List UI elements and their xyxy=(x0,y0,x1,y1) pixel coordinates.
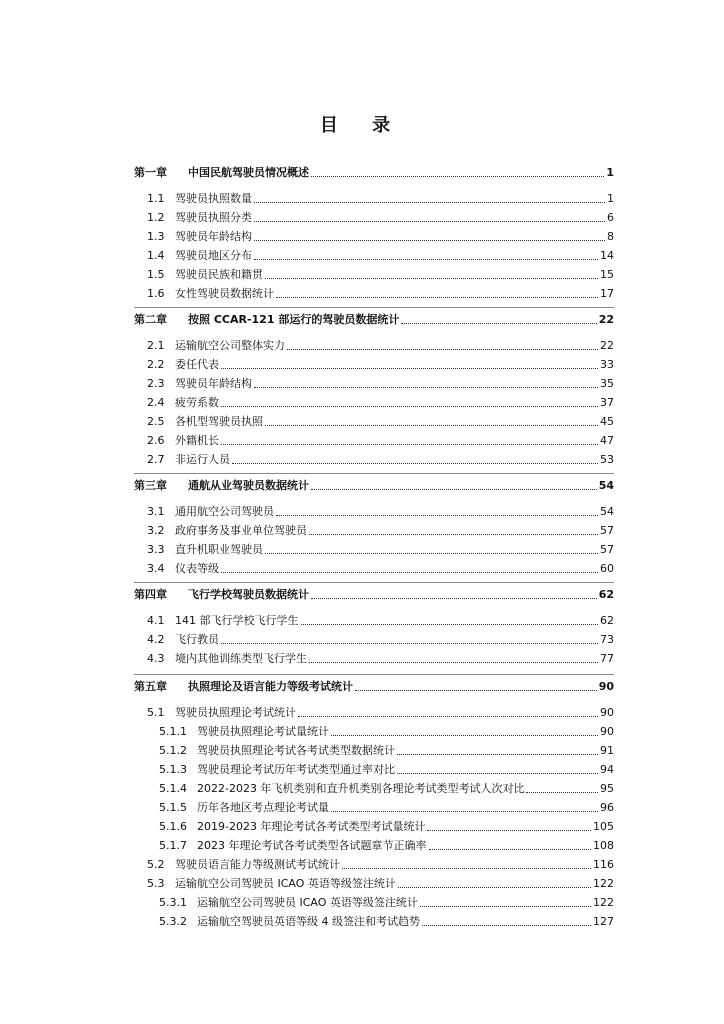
toc-page-number: 91 xyxy=(600,744,614,757)
toc-entry-number: 1.5 xyxy=(147,268,165,281)
toc-entry-number: 5.1.7 xyxy=(159,839,187,852)
toc-entry[interactable] xyxy=(134,524,614,538)
toc-entry[interactable] xyxy=(134,543,614,557)
toc-page-number: 96 xyxy=(600,801,614,814)
toc-entry-number: 2.7 xyxy=(147,453,165,466)
toc-leader-dots xyxy=(427,829,591,831)
chapter-divider xyxy=(134,582,614,583)
toc-entry-number: 5.1.3 xyxy=(159,763,187,776)
toc-entry[interactable] xyxy=(134,268,614,282)
toc-entry-number: 5.1.2 xyxy=(159,744,187,757)
toc-leader-dots xyxy=(397,753,598,755)
toc-entry-title: 按照 CCAR-121 部运行的驾驶员数据统计 xyxy=(188,313,400,326)
toc-entry-number: 5.3.1 xyxy=(159,896,187,909)
toc-leader-dots xyxy=(221,367,598,369)
toc-leader-dots xyxy=(221,571,598,573)
toc-page-number: 22 xyxy=(600,339,614,352)
toc-page-number: 47 xyxy=(600,434,614,447)
toc-chapter-entry[interactable] xyxy=(134,588,614,602)
toc-entry-title: 141 部飞行学校飞行学生 xyxy=(175,614,299,627)
toc-entry-title: 历年各地区考点理论考试量 xyxy=(197,801,329,814)
toc-entry-title: 驾驶员理论考试历年考试类型通过率对比 xyxy=(197,763,395,776)
toc-entry[interactable] xyxy=(134,396,614,410)
toc-entry-number: 1.6 xyxy=(147,287,165,300)
toc-leader-dots xyxy=(331,810,598,812)
toc-entry[interactable] xyxy=(134,858,614,872)
toc-entry[interactable] xyxy=(134,249,614,263)
toc-entry-title: 女性驾驶员数据统计 xyxy=(175,287,274,300)
toc-page-number: 33 xyxy=(600,358,614,371)
toc-leader-dots xyxy=(311,488,597,490)
toc-entry-number: 5.1.4 xyxy=(159,782,187,795)
toc-entry[interactable] xyxy=(134,287,614,301)
toc-entry-title: 直升机职业驾驶员 xyxy=(175,543,263,556)
toc-page-number: 8 xyxy=(607,230,614,243)
page-title: 目 录 xyxy=(319,115,405,136)
toc-entry[interactable] xyxy=(134,211,614,225)
toc-page-number: 105 xyxy=(593,820,614,833)
toc-entry-number: 第五章 xyxy=(134,680,167,693)
toc-leader-dots xyxy=(254,220,605,222)
toc-entry[interactable] xyxy=(134,896,614,910)
toc-leader-dots xyxy=(276,514,598,516)
toc-entry[interactable] xyxy=(134,801,614,815)
toc-leader-dots xyxy=(298,715,598,717)
toc-entry-number: 4.1 xyxy=(147,614,165,627)
toc-entry-number: 5.1.6 xyxy=(159,820,187,833)
toc-entry[interactable] xyxy=(134,434,614,448)
toc-entry[interactable] xyxy=(134,725,614,739)
toc-page-number: 77 xyxy=(600,652,614,665)
toc-leader-dots xyxy=(232,462,598,464)
toc-page-number: 94 xyxy=(600,763,614,776)
toc-entry-title: 驾驶员执照分类 xyxy=(175,211,252,224)
toc-entry-title: 境内其他训练类型飞行学生 xyxy=(175,652,307,665)
toc-entry-title: 政府事务及事业单位驾驶员 xyxy=(175,524,307,537)
toc-page-number: 116 xyxy=(593,858,614,871)
toc-entry[interactable] xyxy=(134,453,614,467)
toc-entry-title: 飞行教员 xyxy=(175,633,219,646)
toc-leader-dots xyxy=(221,642,598,644)
toc-entry-title: 运输航空公司整体实力 xyxy=(175,339,285,352)
toc-entry-number: 5.1.1 xyxy=(159,725,187,738)
toc-entry-title: 运输航空公司驾驶员 ICAO 英语等级签注统计 xyxy=(197,896,418,909)
toc-page-number: 60 xyxy=(600,562,614,575)
toc-entry-title: 驾驶员执照理论考试统计 xyxy=(175,706,296,719)
toc-entry-number: 1.4 xyxy=(147,249,165,262)
toc-chapter-entry[interactable] xyxy=(134,166,614,180)
toc-page-number: 57 xyxy=(600,543,614,556)
toc-leader-dots xyxy=(526,791,598,793)
toc-entry[interactable] xyxy=(134,820,614,834)
toc-chapter-entry[interactable] xyxy=(134,680,614,694)
toc-entry-title: 驾驶员执照数量 xyxy=(175,192,252,205)
toc-entry[interactable] xyxy=(134,614,614,628)
toc-entry[interactable] xyxy=(134,339,614,353)
toc-entry[interactable] xyxy=(134,415,614,429)
toc-page-number: 6 xyxy=(607,211,614,224)
toc-entry[interactable] xyxy=(134,652,614,666)
toc-entry-title: 疲劳系数 xyxy=(175,396,219,409)
toc-entry-number: 5.1 xyxy=(147,706,165,719)
toc-chapter-entry[interactable] xyxy=(134,313,614,327)
toc-leader-dots xyxy=(287,348,598,350)
toc-entry[interactable] xyxy=(134,192,614,206)
toc-entry[interactable] xyxy=(134,782,614,796)
toc-entry[interactable] xyxy=(134,562,614,576)
toc-entry-number: 第一章 xyxy=(134,166,167,179)
toc-entry-title: 中国民航驾驶员情况概述 xyxy=(188,166,309,179)
toc-page-number: 127 xyxy=(593,915,614,928)
toc-leader-dots xyxy=(311,597,597,599)
toc-entry-title: 驾驶员民族和籍贯 xyxy=(175,268,263,281)
toc-entry[interactable] xyxy=(134,358,614,372)
toc-leader-dots xyxy=(309,533,598,535)
toc-entry[interactable] xyxy=(134,706,614,720)
toc-page-number: 95 xyxy=(600,782,614,795)
toc-entry-number: 4.3 xyxy=(147,652,165,665)
toc-entry-title: 驾驶员执照理论考试各考试类型数据统计 xyxy=(197,744,395,757)
toc-entry[interactable] xyxy=(134,744,614,758)
toc-entry-title: 2022-2023 年飞机类别和直升机类别各理论考试类型考试人次对比 xyxy=(197,782,525,795)
toc-entry-title: 驾驶员年龄结构 xyxy=(175,230,252,243)
toc-entry-title: 各机型驾驶员执照 xyxy=(175,415,263,428)
toc-entry-number: 5.3 xyxy=(147,877,165,890)
toc-page-number: 73 xyxy=(600,633,614,646)
toc-leader-dots xyxy=(342,867,591,869)
toc-page-number: 53 xyxy=(600,453,614,466)
toc-leader-dots xyxy=(397,772,598,774)
toc-entry-title: 驾驶员地区分布 xyxy=(175,249,252,262)
toc-page-number: 90 xyxy=(598,680,614,693)
toc-leader-dots xyxy=(398,886,591,888)
toc-entry-title: 驾驶员语言能力等级测试考试统计 xyxy=(175,858,340,871)
toc-entry-number: 1.2 xyxy=(147,211,165,224)
toc-page-number: 1 xyxy=(607,192,614,205)
toc-entry-title: 2023 年理论考试各考试类型各试题章节正确率 xyxy=(197,839,427,852)
toc-entry-number: 5.2 xyxy=(147,858,165,871)
toc-leader-dots xyxy=(265,277,598,279)
toc-page-number: 15 xyxy=(600,268,614,281)
toc-entry-title: 委任代表 xyxy=(175,358,219,371)
toc-page-number: 37 xyxy=(600,396,614,409)
toc-entry-title: 通用航空公司驾驶员 xyxy=(175,505,274,518)
toc-entry-title: 外籍机长 xyxy=(175,434,219,447)
toc-page-number: 54 xyxy=(598,479,614,492)
toc-entry-title: 运输航空公司驾驶员 ICAO 英语等级签注统计 xyxy=(175,877,396,890)
toc-entry-number: 2.2 xyxy=(147,358,165,371)
toc-page-number: 90 xyxy=(600,725,614,738)
toc-page-number: 57 xyxy=(600,524,614,537)
toc-leader-dots xyxy=(355,689,597,691)
toc-entry-title: 驾驶员执照理论考试量统计 xyxy=(197,725,329,738)
toc-entry-title: 执照理论及语言能力等级考试统计 xyxy=(188,680,353,693)
toc-page-number: 22 xyxy=(598,313,614,326)
toc-page-number: 1 xyxy=(606,166,614,179)
toc-entry[interactable] xyxy=(134,633,614,647)
toc-entry-number: 5.1.5 xyxy=(159,801,187,814)
toc-entry-number: 3.1 xyxy=(147,505,165,518)
toc-entry-number: 第二章 xyxy=(134,313,167,326)
toc-entry-title: 仪表等级 xyxy=(175,562,219,575)
toc-entry-number: 2.3 xyxy=(147,377,165,390)
chapter-divider xyxy=(134,473,614,474)
toc-entry-number: 2.5 xyxy=(147,415,165,428)
toc-leader-dots xyxy=(221,405,598,407)
toc-entry-title: 2019-2023 年理论考试各考试类型考试量统计 xyxy=(197,820,426,833)
toc-entry-number: 3.2 xyxy=(147,524,165,537)
toc-entry-number: 第四章 xyxy=(134,588,167,601)
toc-page-number: 122 xyxy=(593,877,614,890)
toc-entry[interactable] xyxy=(134,877,614,891)
toc-entry-title: 运输航空驾驶员英语等级 4 级签注和考试趋势 xyxy=(197,915,420,928)
toc-entry-number: 1.3 xyxy=(147,230,165,243)
toc-entry[interactable] xyxy=(134,505,614,519)
toc-entry[interactable] xyxy=(134,377,614,391)
toc-leader-dots xyxy=(265,552,598,554)
toc-entry-title: 飞行学校驾驶员数据统计 xyxy=(188,588,309,601)
toc-entry[interactable] xyxy=(134,839,614,853)
toc-leader-dots xyxy=(420,905,591,907)
toc-entry-number: 第三章 xyxy=(134,479,167,492)
toc-page-number: 14 xyxy=(600,249,614,262)
toc-leader-dots xyxy=(331,734,598,736)
toc-leader-dots xyxy=(254,201,605,203)
toc-entry-number: 2.4 xyxy=(147,396,165,409)
toc-entry-number: 5.3.2 xyxy=(159,915,187,928)
toc-entry-number: 3.4 xyxy=(147,562,165,575)
toc-entry-number: 3.3 xyxy=(147,543,165,556)
toc-page-number: 45 xyxy=(600,415,614,428)
toc-leader-dots xyxy=(254,239,605,241)
toc-leader-dots xyxy=(301,623,599,625)
toc-leader-dots xyxy=(422,924,591,926)
toc-leader-dots xyxy=(221,443,598,445)
toc-page-number: 62 xyxy=(598,588,614,601)
toc-chapter-entry[interactable] xyxy=(134,479,614,493)
toc-page-number: 90 xyxy=(600,706,614,719)
toc-entry-title: 非运行人员 xyxy=(175,453,230,466)
toc-entry-title: 驾驶员年龄结构 xyxy=(175,377,252,390)
toc-leader-dots xyxy=(276,296,598,298)
toc-entry-number: 4.2 xyxy=(147,633,165,646)
chapter-divider xyxy=(134,674,614,675)
chapter-divider xyxy=(134,307,614,308)
toc-leader-dots xyxy=(309,661,598,663)
toc-page-number: 17 xyxy=(600,287,614,300)
toc-leader-dots xyxy=(401,322,596,324)
toc-entry-title: 通航从业驾驶员数据统计 xyxy=(188,479,309,492)
toc-page-number: 54 xyxy=(600,505,614,518)
toc-page-number: 62 xyxy=(600,614,614,627)
toc-entry[interactable] xyxy=(134,763,614,777)
toc-entry[interactable] xyxy=(134,915,614,929)
toc-entry-number: 1.1 xyxy=(147,192,165,205)
toc-leader-dots xyxy=(311,175,604,177)
toc-leader-dots xyxy=(265,424,598,426)
toc-page-number: 108 xyxy=(593,839,614,852)
toc-entry[interactable] xyxy=(134,230,614,244)
toc-entry-number: 2.6 xyxy=(147,434,165,447)
toc-page-number: 35 xyxy=(600,377,614,390)
toc-leader-dots xyxy=(254,258,598,260)
toc-leader-dots xyxy=(254,386,598,388)
toc-entry-number: 2.1 xyxy=(147,339,165,352)
toc-page-number: 122 xyxy=(593,896,614,909)
toc-leader-dots xyxy=(429,848,592,850)
